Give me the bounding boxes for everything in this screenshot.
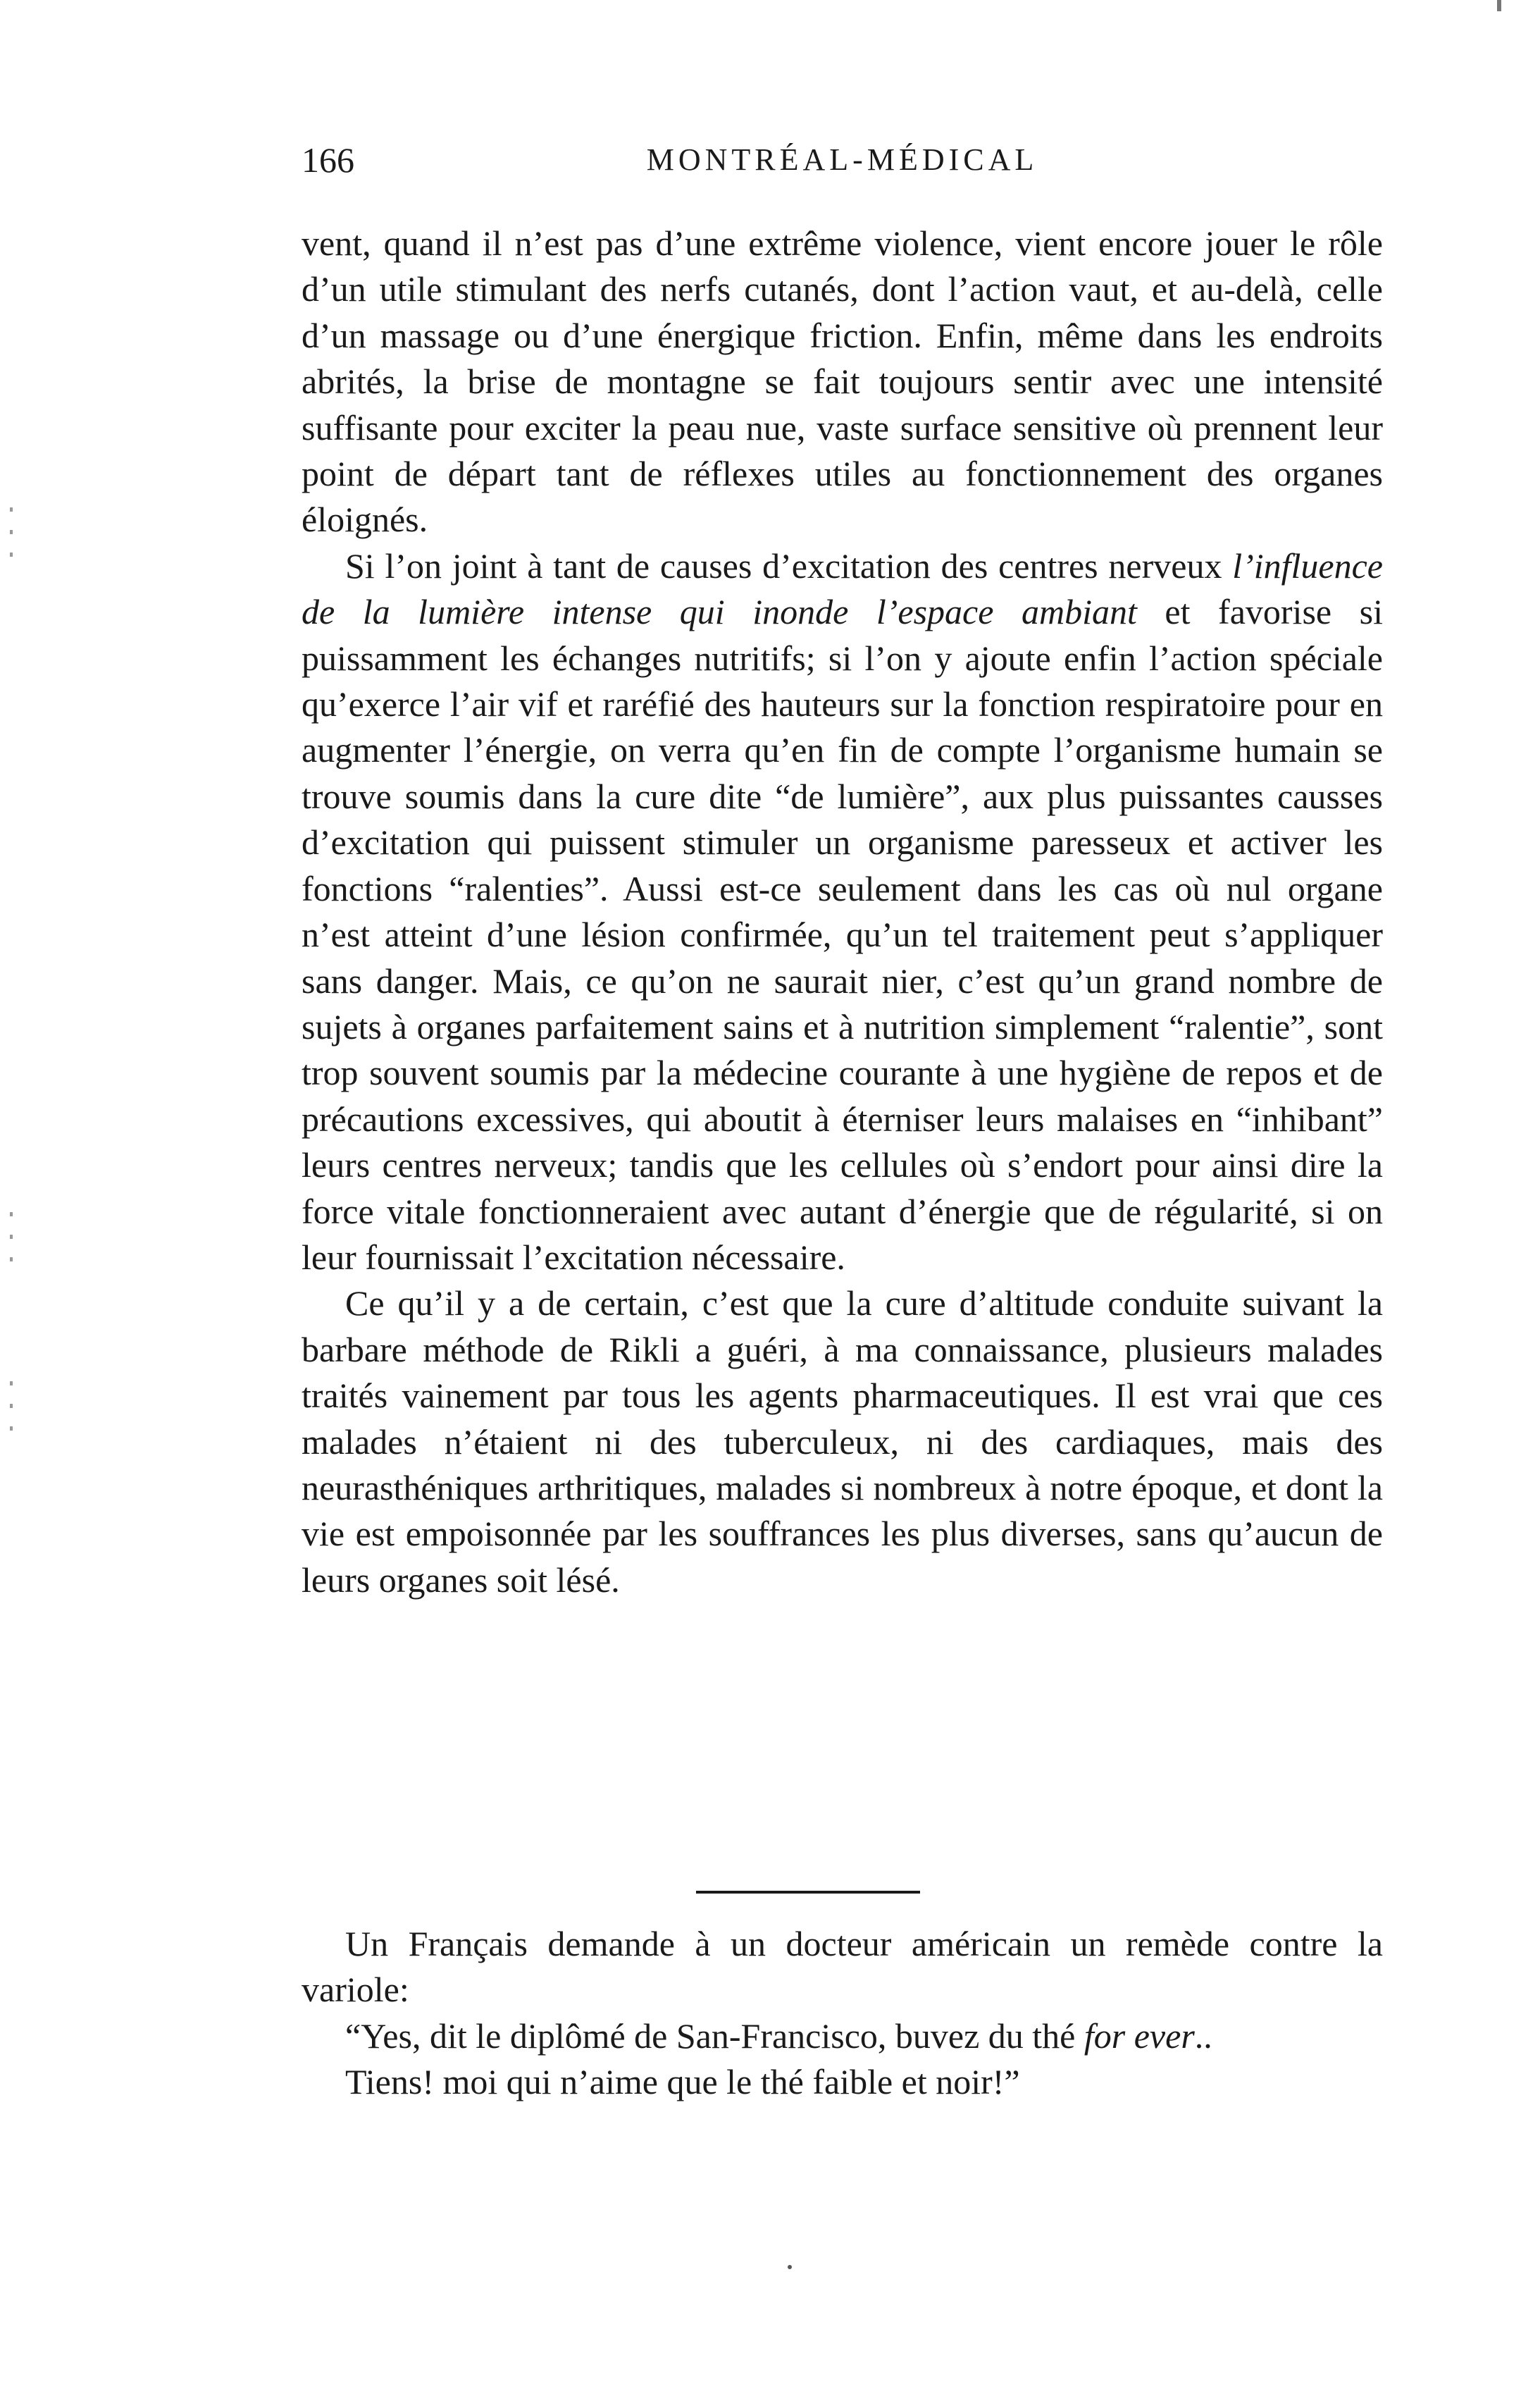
anecdote-line-2-end: .. <box>1194 2015 1212 2056</box>
margin-speck-group <box>10 507 13 575</box>
margin-speck-group <box>10 1212 13 1280</box>
paragraph-2-end: et favorise si puissamment les échanges nutritifs; si l’on y ajoute enfin l’action spéciale qu’exerce l’air vif et raréfié des hauteurs sur la fonction respiratoire pour en augmenter l’énergie, on verra qu’en fin de compte l’organisme humain se trouve soumis dans la cure dite “de lumière”, aux plus puissantes causses d’excitation qui puissent stimuler un organisme paresseux et activer les fonctions “ralenties”. Aussi est-ce seulement dans les cas où nul organe n’est atteint d’une lésion confirmée, qu’un tel traitement peut s’appliquer sans danger. Mais, ce qu’on ne saurait nier, c’est qu’un grand nombre de sujets à organes parfaitement sains et à nutrition simplement “ralentie”, sont trop souvent soumis par la médecine courante à une hygiène de repos et de précautions excessives, qui aboutit à éterniser leurs malaises en “inhibant” leurs centres nerveux; tandis que les cellules où s’endort pour ainsi dire la force vitale fonctionneraient avec autant d’énergie que de régularité, si on leur fournissait l’excitation nécessaire. <box>302 592 1383 1277</box>
paragraph-2 <box>302 543 1383 1281</box>
anecdote-line-2-italic: for ever <box>1084 2015 1195 2056</box>
anecdote-line-2 <box>302 2013 1383 2059</box>
journal-title: MONTRÉAL-MÉDICAL <box>646 142 1038 177</box>
paragraph-1: vent, quand il n’est pas d’une extrême violence, vient encore jouer le rôle d’un utile stimulant des nerfs cutanés, dont l’action vaut, et au-delà, celle d’un massage ou d’une énergique friction. Enfin, même dans les endroits abrités, la brise de montagne se fait toujours sentir avec une intensité suffisante pour exciter la peau nue, vaste surface sensitive où prennent leur point de départ tant de réflexes utiles au fonctionnement des organes éloignés. <box>302 223 1383 540</box>
paragraph-3: Ce qu’il y a de certain, c’est que la cure d’altitude conduite suivant la barbare méthode de Rikli a guéri, à ma connaissance, plusieurs malades traités vainement par tous les agents pharmaceutiques. Il est vrai que ces malades n’étaient ni des tuberculeux, ni des cardiaques, mais des neurasthéniques arthritiques, malades si nombreux à notre époque, et dont la vie est empoisonnée par les souffrances les plus diverses, sans qu’aucun de leurs organes soit lésé. <box>302 1283 1383 1600</box>
page-number: 166 <box>302 140 354 180</box>
anecdote-block <box>302 1921 1383 2106</box>
anecdote-line-2-start: “Yes, dit le diplômé de San-Francisco, buvez du thé <box>345 2015 1084 2056</box>
paragraph-2-italic: l’influence de la lumière intense qui inonde l’espace ambiant <box>302 545 1383 632</box>
section-divider <box>696 1891 920 1894</box>
scan-corner-mark <box>1497 0 1501 11</box>
running-header <box>302 135 1383 185</box>
anecdote-line-3: Tiens! moi qui n’aime que le thé faible et noir!” <box>345 2062 1020 2102</box>
margin-speck-group <box>10 1381 13 1449</box>
ink-speck <box>788 2265 792 2269</box>
body-text <box>302 221 1383 1603</box>
anecdote-line-1: Un Français demande à un docteur américain un remède contre la variole: <box>302 1924 1383 2010</box>
paragraph-2-start: Si l’on joint à tant de causes d’excitation des centres nerveux <box>345 545 1233 586</box>
